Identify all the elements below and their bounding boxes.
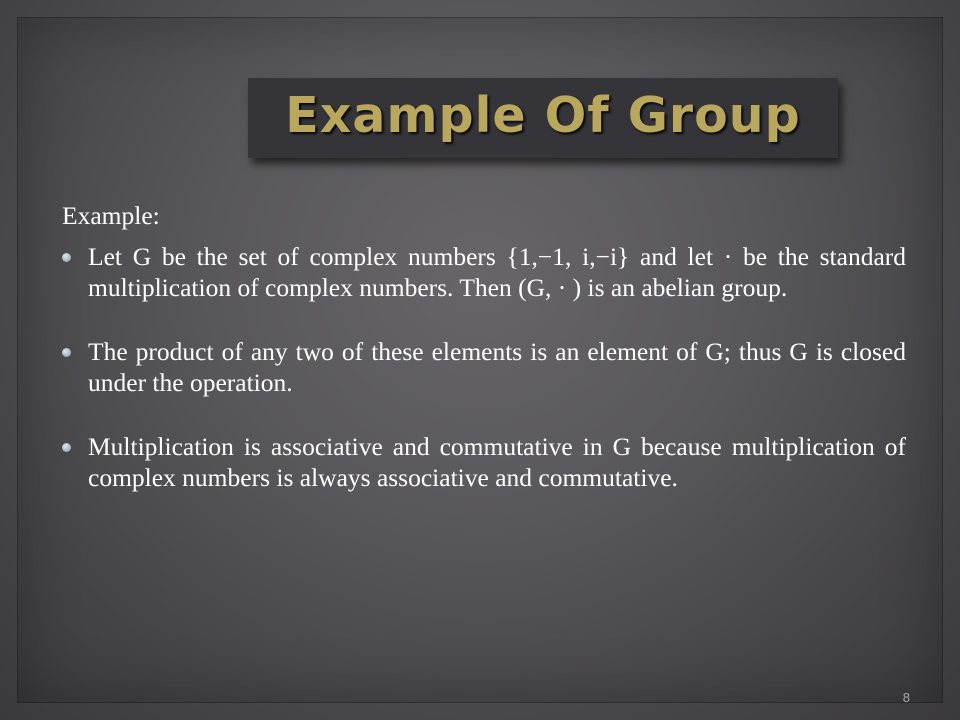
bullet-list — [62, 241, 906, 493]
slide-content — [62, 200, 906, 526]
bullet-text: The product of any two of these elements is an element of G; thus G is closed under the operation. — [88, 337, 906, 397]
bullet-item — [62, 336, 906, 398]
bullet-item — [62, 431, 906, 493]
page-number: 8 — [902, 690, 910, 705]
slide-title: Example Of Group — [285, 87, 801, 144]
bullet-dot-icon — [62, 253, 71, 262]
bullet-dot-icon — [62, 348, 71, 357]
bullet-text: Let G be the set of complex numbers {1,−1, i,−i} and let · be the standard multiplication of complex numbers. Then (G, · ) is an abelian group. — [88, 242, 906, 302]
bullet-item — [62, 241, 906, 303]
bullet-text: Multiplication is associative and commutative in G because multiplication of complex numbers is always associative and commutative. — [88, 432, 906, 492]
lead-text: Example: — [62, 201, 160, 230]
bullet-dot-icon — [62, 443, 71, 452]
